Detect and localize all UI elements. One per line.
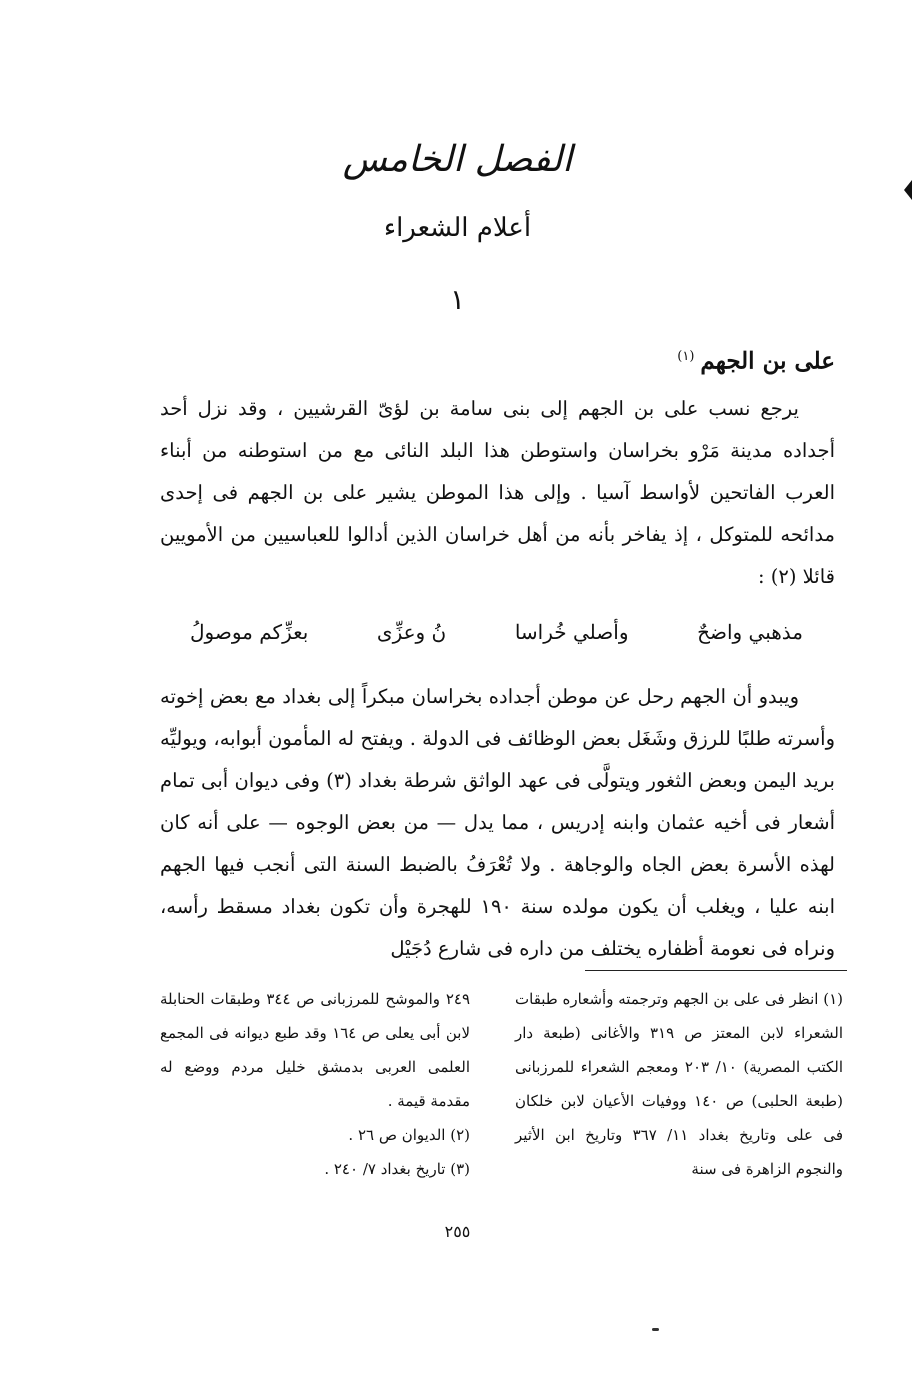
- entry-name: على بن الجهم: [700, 347, 835, 375]
- page-number: ٢٥٥: [444, 1222, 471, 1241]
- section-number: ١: [449, 283, 466, 316]
- footnote-1: (١) انظر فى على بن الجهم وترجمته وأشعاره طبقات الشعراء لابن المعتز ص ٣١٩ والأغانى (طبعة دار الكتب المصرية) ١٠/ ٢٠٣ ومعجم الشعراء للمرزبانى (طبعة الحلبى) ص ١٤٠ ووفيات الأعيان لابن خلكان فى على وتاريخ بغداد ١١/ ٣٦٧ وتاريخ ابن الأثير والنجوم الزاهرة فى سنة: [515, 990, 843, 1178]
- edge-mark-icon: [904, 180, 912, 200]
- paragraph-1-text: يرجع نسب على بن الجهم إلى بنى سامة بن لؤىّ القرشيين ، وقد نزل أحد أجداده مدينة مَرْو بخراسان واستوطن هذا البلد النائى مع من استوطنه من أبناء العرب الفاتحين لأواسط آسيا . وإلى هذا الموطن يشير على بن الجهم فى إحدى مدائحه للمتوكل ، إذ يفاخر بأنه من أهل خراسان الذين أدالوا للعباسيين من الأمويين قائلا (٢) :: [160, 397, 835, 588]
- paragraph-2-text: ويبدو أن الجهم رحل عن موطن أجداده بخراسان مبكراً إلى بغداد مع بعض إخوته وأسرته طلبًا للرزق وشَغَل بعض الوظائف فى الدولة . ويفتح له المأمون أبوابه، ويوليِّه بريد اليمن وبعض الثغور ويتولَّى فى عهد الواثق شرطة بغداد (٣) وفى ديوان أبى تمام أشعار فى أخيه عثمان وابنه إدريس ، مما يدل — من بعض الوجوه — على أنه كان لهذه الأسرة بعض الجاه والوجاهة . ولا تُعْرَفُ بالضبط السنة التى أنجب فيها الجهم ابنه عليا ، ويغلب أن يكون مولده سنة ١٩٠ للهجرة وأن تكون بغداد مسقط رأسه، ونراه فى نعومة أظفاره يختلف من داره فى شارع دُجَيْل: [160, 685, 835, 960]
- section-title: أعلام الشعراء: [383, 213, 532, 243]
- verse-part-4: بعزِّكم موصولُ: [190, 620, 309, 644]
- footnote-ref: (١): [677, 349, 695, 364]
- paragraph-2: [160, 676, 835, 970]
- footnote-divider: [585, 970, 847, 971]
- verse-part-2: وأصلي خُراسا: [514, 620, 629, 644]
- footnotes-right-column: [515, 982, 843, 1186]
- entry-heading: [677, 340, 835, 379]
- verse-part-3: نُ وعزِّى: [376, 620, 447, 644]
- footnote-1-continued: ٢٤٩ والموشح للمرزبانى ص ٣٤٤ وطبقات الحنابلة لابن أبى يعلى ص ١٦٤ وقد طبع ديوانه فى المجمع العلمى العربى بدمشق خليل مردم ووضع له مقدمة قيمة .: [160, 990, 470, 1110]
- footnote-3: (٣) تاريخ بغداد ٧/ ٢٤٠ .: [324, 1160, 470, 1178]
- footnotes-left-column: [160, 982, 470, 1186]
- footnote-2: (٢) الديوان ص ٢٦ .: [348, 1126, 470, 1144]
- verse-part-1: مذهبي واضحٌ: [697, 620, 803, 644]
- ink-dot-icon: [652, 1328, 659, 1331]
- verse-line: [190, 612, 803, 652]
- chapter-title: الفصل الخامس: [342, 139, 573, 180]
- paragraph-1: [160, 388, 835, 598]
